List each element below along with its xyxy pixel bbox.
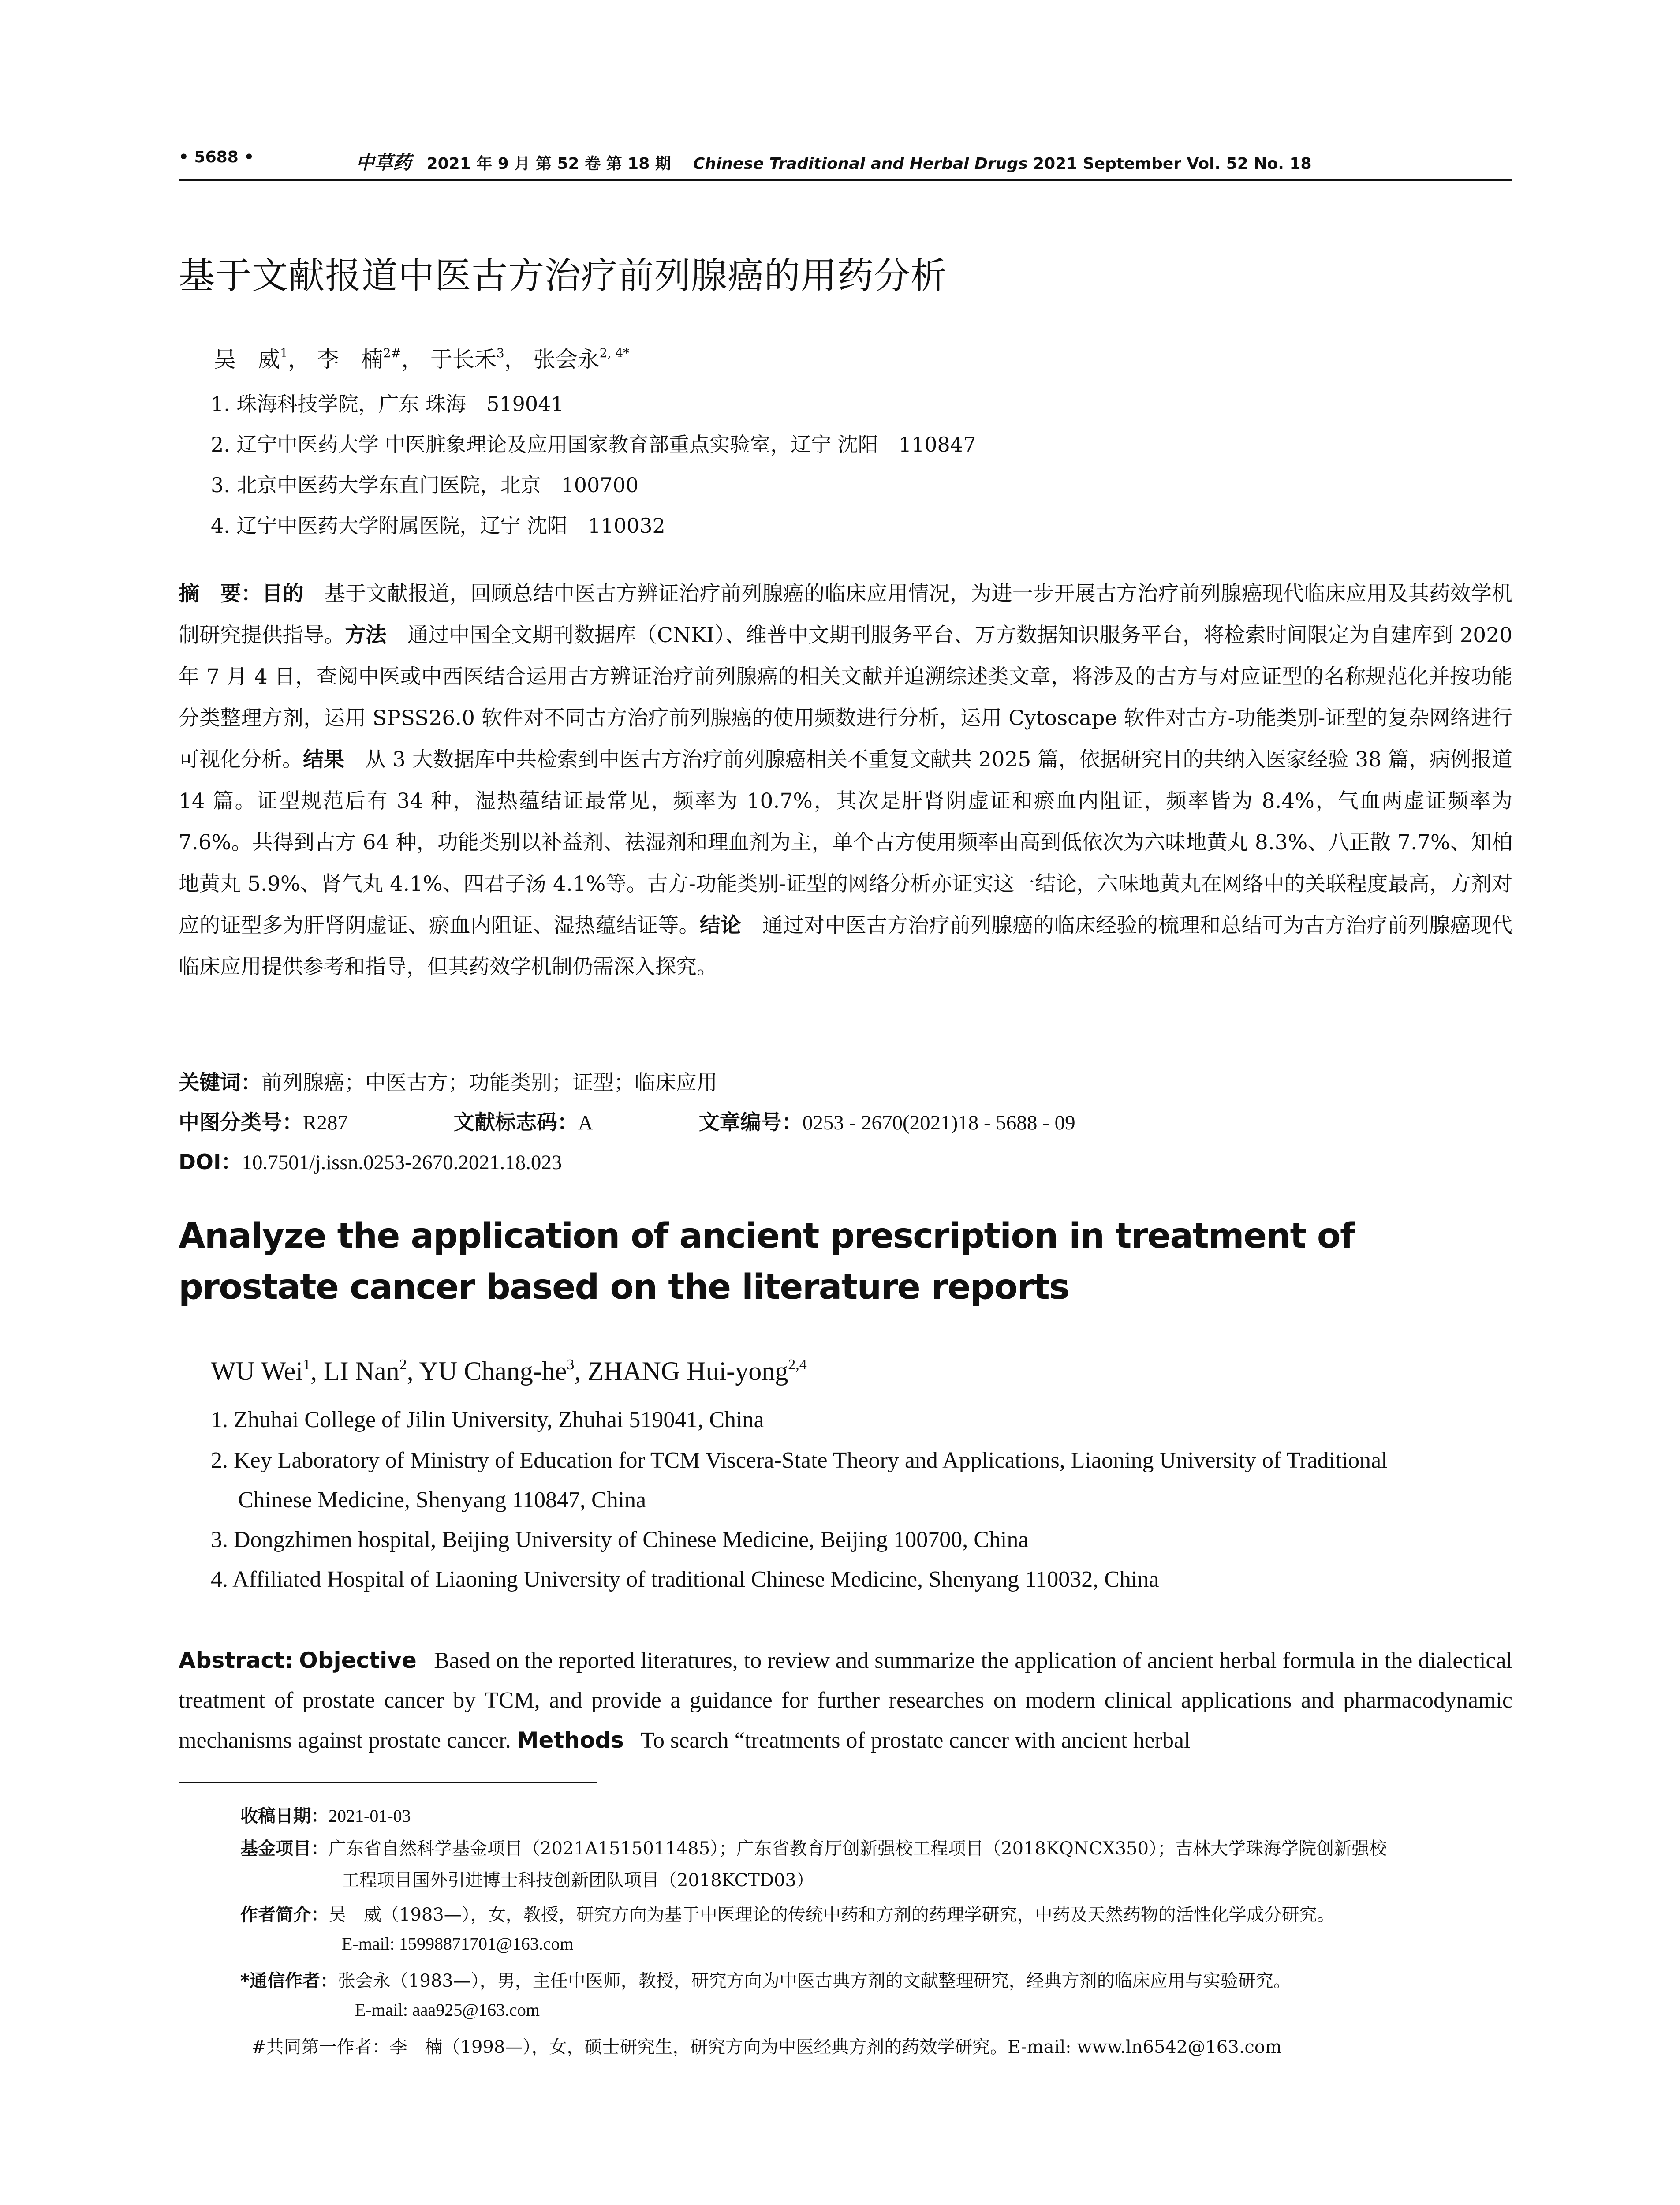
footnote-received bbox=[240, 1802, 411, 1827]
en-author-sup: 3 bbox=[567, 1357, 575, 1373]
footnote-label: *通信作者： bbox=[240, 1971, 338, 1991]
footnote-corresponding bbox=[240, 1967, 1291, 1992]
cn-objective-label: 目的 bbox=[262, 582, 304, 606]
doi-label: DOI： bbox=[179, 1150, 242, 1174]
running-header bbox=[179, 144, 1512, 181]
cn-methods-text: 通过中国全文期刊数据库（CNKI）、维普中文期刊服务平台、万方数据知识服务平台，将检索时间限定为自建库到 2020 年 7 月 4 日，查阅中医或中西医结合运用古方辨证治疗前列腺癌的相关文献并追溯综述类文章，将涉及的古方与对应证型的名称规范化并按功能分类整理方剂，运用 SPSS26.0 软件对不同古方治疗前列腺癌的使用频数进行分析，运用 Cytoscape 软件对古方-功能类别-证型的复杂网络进行可视化分析。 bbox=[179, 623, 1513, 772]
cn-abstract-label: 摘 要： bbox=[179, 582, 262, 606]
cn-methods-label: 方法 bbox=[345, 623, 387, 647]
footnote-fund bbox=[240, 1835, 1387, 1860]
cn-authors: 吴 威$^1$， 李 楠$^{2\#}$， 于长禾$^3$， 张会永$^{2, 4*}$ bbox=[214, 346, 630, 372]
cn-abstract bbox=[179, 573, 1512, 988]
footnote-label: 作者简介： bbox=[240, 1905, 329, 1925]
footnote-text: 张会永（1983—），男，主任中医师，教授，研究方向为中医古典方剂的文献整理研究，经典方剂的临床应用与实验研究。 bbox=[337, 1971, 1291, 1991]
en-author-sup: 2 bbox=[399, 1357, 407, 1373]
cn-keywords-text: 前列腺癌；中医古方；功能类别；证型；临床应用 bbox=[261, 1071, 717, 1095]
header-cn-issue: 2021 年 9 月 第 52 卷 第 18 期 bbox=[426, 155, 671, 173]
en-affiliation: 4. Affiliated Hospital of Liaoning University of traditional Chinese Medicine, Shenyang 110032, China bbox=[211, 1567, 1159, 1592]
doc-code-label: 文献标志码： bbox=[453, 1110, 578, 1135]
clc-value: R287 bbox=[303, 1111, 348, 1134]
en-objective-label: Objective bbox=[299, 1648, 417, 1673]
cn-author-sup: 2# bbox=[383, 346, 402, 360]
en-methods-label: Methods bbox=[516, 1727, 624, 1753]
cn-keywords bbox=[179, 1066, 717, 1096]
footnote-author-email: E-mail: 15998871701@163.com bbox=[342, 1934, 574, 1954]
en-author-sup: 1 bbox=[303, 1357, 311, 1373]
footnote-text: 吴 威（1983—），女，教授，研究方向为基于中医理论的传统中药和方剂的药理学研究，中药及天然药物的活性化学成分研究。 bbox=[329, 1905, 1335, 1925]
en-affiliation: Chinese Medicine, Shenyang 110847, China bbox=[238, 1487, 646, 1513]
en-abstract bbox=[179, 1641, 1512, 1760]
cn-conclusion-text: 通过对中医古方治疗前列腺癌的临床经验的梳理和总结可为古方治疗前列腺癌现代临床应用提供参考和指导，但其药效学机制仍需深入探究。 bbox=[179, 913, 1513, 979]
cn-results-text: 从 3 大数据库中共检索到中医古方治疗前列腺癌相关不重复文献共 2025 篇，依据研究目的共纳入医家经验 38 篇，病例报道 14 篇。证型规范后有 34 种，湿热蕴结证最常见，频率为 10.7%，其次是肝肾阴虚证和瘀血内阻证，频率皆为 8.4%，气血两虚证频率为 7.6%。共得到古方 64 种，功能类别以补益剂、祛湿剂和理血剂为主，单个古方使用频率由高到低依次为六味地黄丸 8.3%、八正散 7.7%、知柏地黄丸 5.9%、肾气丸 4.1%、四君子汤 4.1%等。古方-功能类别-证型的网络分析亦证实这一结论，六味地黄丸在网络中的关联程度最高，方剂对应的证型多为肝肾阴虚证、瘀血内阻证、湿热蕴结证等。 bbox=[179, 747, 1513, 938]
cn-author-sup: 1 bbox=[280, 346, 288, 360]
en-methods-text: To search “treatments of prostate cancer with ancient herbal bbox=[640, 1728, 1191, 1753]
en-author-name: WU Wei bbox=[211, 1357, 303, 1386]
doc-code-value: A bbox=[578, 1111, 593, 1134]
footnote-cofirst: #共同第一作者：李 楠（1998—），女，硕士研究生，研究方向为中医经典方剂的药效学研究。E-mail: www.ln6542@163.com bbox=[251, 2037, 1282, 2057]
cn-author-name: 于长禾 bbox=[430, 347, 497, 372]
cn-classification bbox=[179, 1106, 1075, 1136]
en-objective-text: Based on the reported literatures, to review and summarize the application of ancient herbal formula in the dialectical treatment of prostate cancer by TCM, and provide a guidance for further researches on modern clinical applications and pharmacodynamic mechanisms against prostate cancer. bbox=[179, 1648, 1513, 1753]
footnote-label: 基金项目： bbox=[240, 1839, 329, 1859]
header-issue-line bbox=[356, 148, 1312, 175]
en-author-name: ZHANG Hui-yong bbox=[587, 1357, 788, 1386]
cn-author-name: 李 楠 bbox=[317, 347, 383, 372]
cn-affiliation: 4. 辽宁中医药大学附属医院，辽宁 沈阳 110032 bbox=[211, 514, 665, 538]
cn-conclusion-label: 结论 bbox=[699, 913, 742, 938]
en-author-sup: 2,4 bbox=[788, 1357, 807, 1373]
footnote-label: 收稿日期： bbox=[240, 1806, 329, 1826]
cn-author-name: 吴 威 bbox=[214, 347, 280, 372]
cn-affiliation: 2. 辽宁中医药大学 中医脏象理论及应用国家教育部重点实验室，辽宁 沈阳 110847 bbox=[211, 433, 976, 456]
cn-author-sup: 3 bbox=[496, 346, 504, 360]
page-number: • 5688 • bbox=[179, 148, 254, 166]
en-authors: WU Wei$^1$, LI Nan$^2$, YU Chang-$he^3$, ZHANG Hui-yong$^{2,4}$ bbox=[211, 1357, 807, 1386]
doi-value: 10.7501/j.issn.0253-2670.2021.18.023 bbox=[242, 1151, 562, 1174]
cn-results-label: 结果 bbox=[303, 747, 345, 772]
en-author-name: YU Chang-he bbox=[419, 1357, 567, 1386]
footnote-text: 2021-01-03 bbox=[329, 1806, 411, 1826]
cn-author-sup: 2, 4* bbox=[599, 346, 630, 360]
article-no-label: 文章编号： bbox=[698, 1110, 803, 1135]
header-en-journal: Chinese Traditional and Herbal Drugs bbox=[693, 155, 1028, 173]
header-en-issue: 2021 September Vol. 52 No. 18 bbox=[1033, 155, 1312, 173]
footnote-rule bbox=[179, 1782, 597, 1783]
clc-label: 中图分类号： bbox=[179, 1110, 303, 1135]
footnote-corresponding-email: E-mail: aaa925@163.com bbox=[355, 2000, 540, 2020]
cn-title: 基于文献报道中医古方治疗前列腺癌的用药分析 bbox=[179, 255, 948, 297]
en-abstract-label: Abstract: bbox=[179, 1648, 294, 1673]
en-affiliation: 2. Key Laboratory of Ministry of Education for TCM Viscera-State Theory and Applications, Liaoning University of Traditional bbox=[211, 1448, 1388, 1473]
cn-keywords-label: 关键词： bbox=[179, 1071, 261, 1095]
en-title: Analyze the application of ancient prescription in treatment of prostate cancer based on the literature reports bbox=[179, 1216, 1355, 1307]
en-affiliation: 1. Zhuhai College of Jilin University, Zhuhai 519041, China bbox=[211, 1407, 764, 1432]
en-author-name: LI Nan bbox=[324, 1357, 399, 1386]
cn-affiliation: 3. 北京中医药大学东直门医院，北京 100700 bbox=[211, 473, 639, 497]
cn-objective-text: 基于文献报道，回顾总结中医古方辨证治疗前列腺癌的临床应用情况，为进一步开展古方治疗前列腺癌现代临床应用及其药效学机制研究提供指导。 bbox=[179, 582, 1513, 647]
cn-affiliation: 1. 珠海科技学院，广东 珠海 519041 bbox=[211, 392, 564, 416]
en-affiliation: 3. Dongzhimen hospital, Beijing University of Chinese Medicine, Beijing 100700, China bbox=[211, 1527, 1029, 1552]
footnote-fund-cont: 工程项目国外引进博士科技创新团队项目（2018KCTD03） bbox=[342, 1870, 814, 1891]
cn-author-name: 张会永 bbox=[533, 347, 600, 372]
doi-line bbox=[179, 1146, 562, 1175]
footnote-text: 广东省自然科学基金项目（2021A1515011485）；广东省教育厅创新强校工程项目（2018KQNCX350）；吉林大学珠海学院创新强校 bbox=[329, 1839, 1387, 1859]
footnote-author bbox=[240, 1901, 1335, 1926]
article-no-value: 0253 - 2670(2021)18 - 5688 - 09 bbox=[802, 1111, 1075, 1134]
journal-logo: 中草药 bbox=[356, 152, 412, 173]
